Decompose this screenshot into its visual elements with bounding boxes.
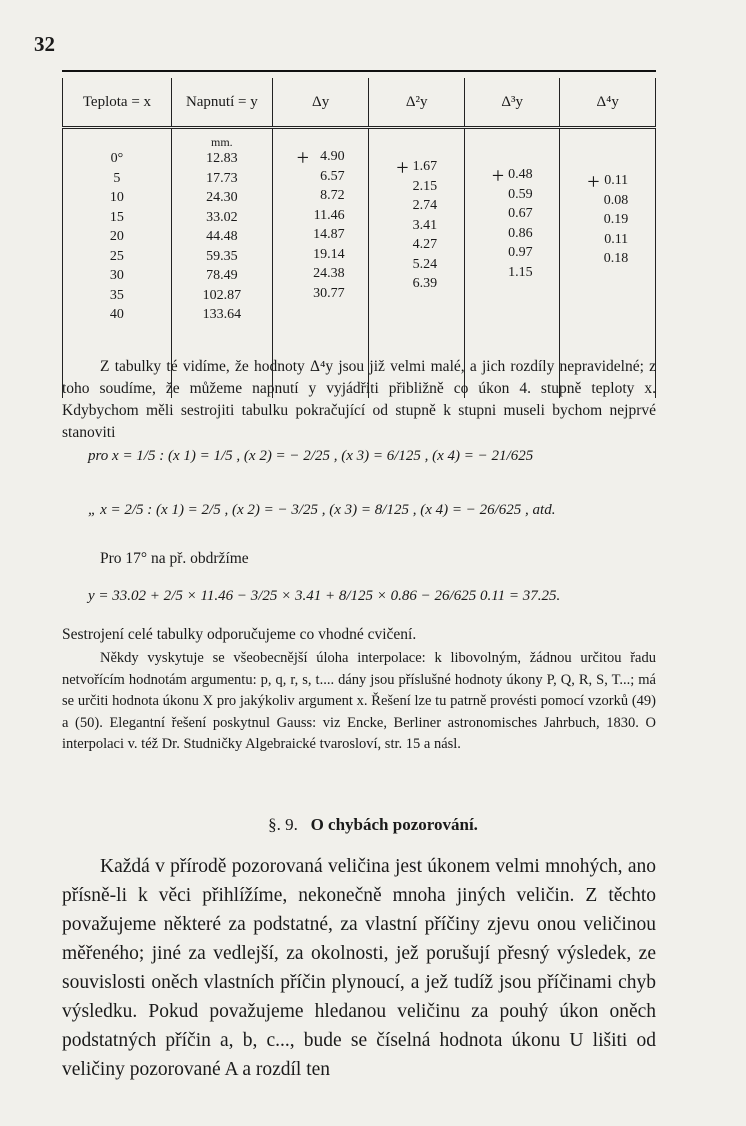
tension-unit: mm. <box>211 135 233 149</box>
table-top-rule <box>62 70 656 72</box>
formula-first-step: pro x = 1/5 : (x 1) = 1/5 , (x 2) = − 2/25 , (x 3) = 6/125 , (x 4) = − 21/625 <box>88 448 534 464</box>
temperature-cell: 40 <box>109 307 124 322</box>
temperature-cell: 35 <box>109 287 124 303</box>
table-header-row <box>63 78 656 128</box>
temperature-cell: 30 <box>109 268 124 283</box>
delta3-cell: 0.97 <box>508 245 533 260</box>
header-temperature: Teplota = x <box>63 78 172 128</box>
section-heading <box>0 815 746 835</box>
section-title: O chybách pozorování. <box>310 815 478 834</box>
delta3-cell: 0.48 <box>508 167 533 182</box>
delta2-cell: 4.27 <box>412 237 438 252</box>
temperature-cell: 25 <box>109 248 124 264</box>
delta4-cell: 0.19 <box>603 212 629 227</box>
temperature-cell: 10 <box>109 190 124 205</box>
tension-cell: 102.87 <box>202 287 242 303</box>
delta1-cell: 11.46 <box>313 207 345 223</box>
tension-cell: 78.49 <box>206 268 238 283</box>
header-delta1: Δy <box>272 78 369 128</box>
formula-interpolation-result: y = 33.02 + 2/5 × 11.46 − 3/25 × 3.41 + 8/125 × 0.86 − 26/625 0.11 = 37.25. <box>88 588 561 604</box>
delta1-cell: 30.77 <box>313 285 345 301</box>
header-tension: Napnutí = y <box>171 78 272 128</box>
delta4-cell: 0.11 <box>604 231 629 247</box>
delta3-cell: 0.67 <box>508 206 533 221</box>
delta1-cell: 19.14 <box>313 246 345 262</box>
tension-cell: 24.30 <box>206 190 238 205</box>
section-number: §. 9. <box>268 815 298 834</box>
line-example-17: Pro 17° na př. obdržíme <box>100 550 249 567</box>
delta2-cell: 2.15 <box>412 178 438 194</box>
delta2-cell: 2.74 <box>412 198 438 213</box>
difference-table <box>62 78 656 398</box>
plus-sign: + <box>491 163 505 188</box>
temperature-cell: 0° <box>110 151 124 166</box>
tension-cell: 44.48 <box>206 229 238 244</box>
header-delta2: Δ²y <box>369 78 465 128</box>
header-delta3: Δ³y <box>464 78 560 128</box>
paragraph-observation-errors: Každá v přírodě pozorovaná veličina jest úkonem velmi mnohých, ano přísně-li k věci přihlížíme, nekonečně mnoha jiných veličin. Z těchto považujeme některé za podstatné, za vlastní příčiny zjevu onou veličinou měřeného; jiné za vedlejší, za okolnosti, jež porušují přesný výsledek, ze souvislosti oněch vlastních příčin plynoucí, a jež tudíž jsou příčinami chyb výsledku. Pokud považujeme hledanou veličinu za pouhý úkon oněch podstatných příčin a, b, c..., bude se číselná hodnota úkonu U lišiti od veličiny pozorované A a rozdíl ten <box>62 856 656 1080</box>
delta1-cell: 24.38 <box>313 266 345 281</box>
delta2-cell: 5.24 <box>412 256 438 272</box>
header-delta4: Δ⁴y <box>560 78 656 128</box>
delta1-cell: 8.72 <box>320 188 345 203</box>
tension-cell: 33.02 <box>206 209 238 225</box>
tension-cell: 17.73 <box>206 170 238 186</box>
delta4-cell: 0.11 <box>604 173 629 188</box>
delta3-cell: 1.15 <box>508 264 533 280</box>
delta1-cell: 4.90 <box>320 149 345 164</box>
paragraph-general-interpolation: Někdy vyskytuje se všeobecnější úloha interpolace: k libovolným, žádnou určitou řadu netvořícím hodnotám argumentu: p, q, r, s, t.... dány jsou příslušné hodnoty úkony P, Q, R, S, T...; má se určiti hodnota úkonu X pro jakýkoliv argument x. Řešení lze tu patrně provésti pomocí vzorků (49) a (50). Elegantní řešení poskytnul Gauss: viz Encke, Berliner astronomisches Jahrbuch, 1830. O interpolaci v. též Dr. Studničky Algebraické tvarosloví, str. 15 a násl. <box>62 650 656 752</box>
delta1-cell: 6.57 <box>320 168 345 184</box>
delta4-cell: 0.08 <box>603 192 629 208</box>
plus-sign: + <box>396 155 409 180</box>
tension-cell: 59.35 <box>206 248 238 264</box>
delta2-cell: 6.39 <box>412 276 438 291</box>
plus-sign: + <box>296 145 310 170</box>
temperature-cell: 15 <box>109 209 124 225</box>
delta3-cell: 0.59 <box>508 186 533 202</box>
formula-second-step: „ x = 2/5 : (x 1) = 2/5 , (x 2) = − 3/25 , (x 3) = 8/125 , (x 4) = − 26/625 , atd. <box>88 502 556 518</box>
delta4-cell: 0.18 <box>603 251 629 266</box>
delta1-cell: 14.87 <box>313 227 345 242</box>
delta2-cell: 1.67 <box>412 159 438 174</box>
temperature-cell: 5 <box>113 170 121 186</box>
delta2-cell: 3.41 <box>412 217 438 233</box>
tension-cell: 133.64 <box>202 307 242 322</box>
page-number: 32 <box>34 32 55 56</box>
temperature-cell: 20 <box>109 229 124 244</box>
delta3-cell: 0.86 <box>508 225 533 241</box>
plus-sign: + <box>587 169 600 194</box>
paragraph-table-commentary: Z tabulky té vidíme, že hodnoty Δ⁴y jsou již velmi malé, a jich rozdíly nepravidelné; z toho soudíme, že můžeme napnutí y vyjádřiti přibližně co úkon 4. stupně teploty x. Kdybychom měli sestrojiti tabulku pokračující od stupně k stupni museli bychom nejprvé stanoviti <box>62 358 656 441</box>
tension-cell: 12.83 <box>206 151 238 166</box>
line-exercise: Sestrojení celé tabulky odporučujeme co vhodné cvičení. <box>62 626 417 643</box>
